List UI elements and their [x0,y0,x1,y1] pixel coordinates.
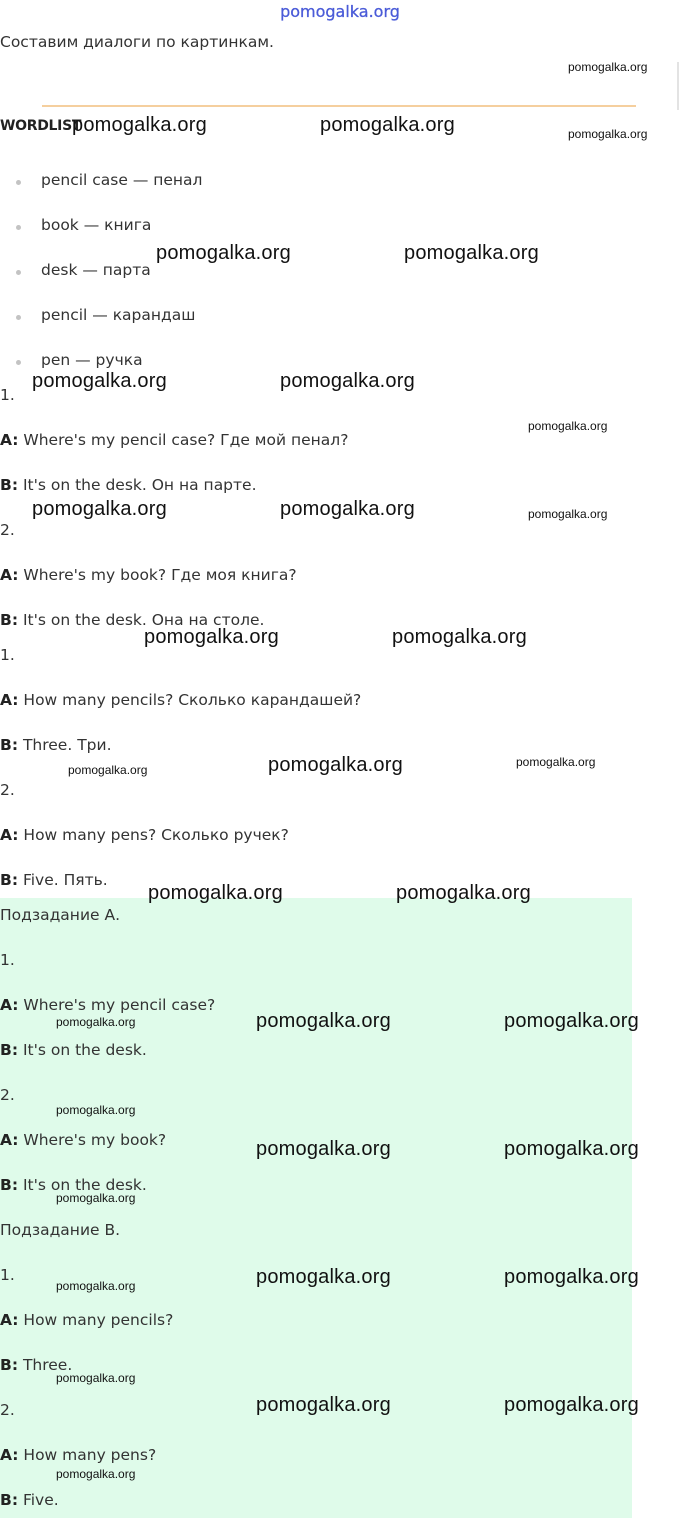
watermark: pomogalka.org [56,1467,136,1481]
line-text: Five. [18,1491,59,1509]
line-text: It's on the desk. Она на столе. [18,611,265,629]
watermark: pomogalka.org [504,1010,639,1032]
watermark: pomogalka.org [568,127,648,141]
bullet-icon [16,270,21,275]
dialogue-line-b [0,1041,147,1059]
watermark: pomogalka.org [144,626,279,648]
watermark: pomogalka.org [568,60,648,74]
bullet-icon [16,360,21,365]
task-instruction: Составим диалоги по картинкам. [0,33,274,51]
answer-panel [0,898,632,1518]
line-text: How many pencils? [18,1311,174,1329]
wordlist-title: WORDLIST [0,118,82,134]
watermark: pomogalka.org [56,1015,136,1029]
watermark: pomogalka.org [156,242,291,264]
dialogue-line-b [0,736,112,754]
speaker-b-label: B: [0,1356,19,1374]
line-text: How many pens? [18,1446,157,1464]
list-item: desk — парта [41,261,151,279]
speaker-b-label: B: [0,871,19,889]
line-text: Three. [18,1356,73,1374]
dialogue-line-a [0,1131,166,1149]
dialogue-number: 1. [0,951,15,969]
subtask-b-title: Подзадание В. [0,1221,121,1239]
speaker-a-label: A: [0,996,19,1014]
speaker-b-label: B: [0,611,19,629]
dialogue-line-a [0,431,348,449]
line-text: Three. Три. [18,736,112,754]
watermark: pomogalka.org [268,754,403,776]
speaker-a-label: A: [0,1446,19,1464]
line-text: Where's my pencil case? [18,996,216,1014]
dialogue-line-a [0,1311,173,1329]
watermark: pomogalka.org [320,114,455,136]
dialogue-line-a [0,996,215,1014]
watermark: pomogalka.org [256,1010,391,1032]
dialogue-line-b [0,871,108,889]
list-item: pencil case — пенал [41,171,203,189]
speaker-a-label: A: [0,1311,19,1329]
watermark: pomogalka.org [280,370,415,392]
watermark: pomogalka.org [396,882,531,904]
watermark: pomogalka.org [392,626,527,648]
speaker-a-label: A: [0,566,19,584]
site-logo-link[interactable]: pomogalka.org [280,2,400,21]
line-text: How many pens? Сколько ручек? [18,826,289,844]
dialogue-number: 1. [0,1266,15,1284]
watermark: pomogalka.org [504,1266,639,1288]
speaker-a-label: A: [0,431,19,449]
list-item: book — книга [41,216,152,234]
watermark: pomogalka.org [528,507,608,521]
dialogue-line-a [0,566,297,584]
dialogue-number: 1. [0,386,15,404]
scroll-edge [677,62,679,110]
bullet-icon [16,225,21,230]
watermark: pomogalka.org [256,1138,391,1160]
line-text: Where's my book? Где моя книга? [18,566,297,584]
list-item: pencil — карандаш [41,306,196,324]
watermark: pomogalka.org [516,755,596,769]
dialogue-line-b [0,476,257,494]
line-text: It's on the desk. [18,1176,147,1194]
watermark: pomogalka.org [280,498,415,520]
dialogue-number: 1. [0,646,15,664]
subtask-a-title: Подзадание А. [0,906,121,924]
speaker-b-label: B: [0,476,19,494]
line-text: It's on the desk. [18,1041,147,1059]
bullet-icon [16,315,21,320]
watermark: pomogalka.org [256,1266,391,1288]
speaker-b-label: B: [0,1176,19,1194]
line-text: Where's my pencil case? Где мой пенал? [18,431,349,449]
section-divider [42,105,636,107]
speaker-a-label: A: [0,691,19,709]
watermark: pomogalka.org [56,1103,136,1117]
watermark: pomogalka.org [72,114,207,136]
bullet-icon [16,180,21,185]
watermark: pomogalka.org [68,763,148,777]
watermark: pomogalka.org [528,419,608,433]
speaker-b-label: B: [0,1491,19,1509]
watermark: pomogalka.org [56,1371,136,1385]
dialogue-number: 2. [0,521,15,539]
dialogue-line-b [0,1491,59,1509]
line-text: Where's my book? [18,1131,167,1149]
line-text: How many pencils? Сколько карандашей? [18,691,362,709]
speaker-a-label: A: [0,826,19,844]
watermark: pomogalka.org [404,242,539,264]
watermark: pomogalka.org [56,1279,136,1293]
dialogue-number: 2. [0,781,15,799]
watermark: pomogalka.org [32,498,167,520]
line-text: It's on the desk. Он на парте. [18,476,257,494]
speaker-a-label: A: [0,1131,19,1149]
watermark: pomogalka.org [256,1394,391,1416]
dialogue-line-a [0,826,289,844]
list-item: pen — ручка [41,351,143,369]
dialogue-number: 2. [0,1401,15,1419]
dialogue-line-a [0,1446,156,1464]
dialogue-line-a [0,691,361,709]
speaker-b-label: B: [0,1041,19,1059]
watermark: pomogalka.org [504,1394,639,1416]
dialogue-number: 2. [0,1086,15,1104]
watermark: pomogalka.org [32,370,167,392]
watermark: pomogalka.org [148,882,283,904]
watermark: pomogalka.org [504,1138,639,1160]
speaker-b-label: B: [0,736,19,754]
watermark: pomogalka.org [56,1191,136,1205]
line-text: Five. Пять. [18,871,108,889]
